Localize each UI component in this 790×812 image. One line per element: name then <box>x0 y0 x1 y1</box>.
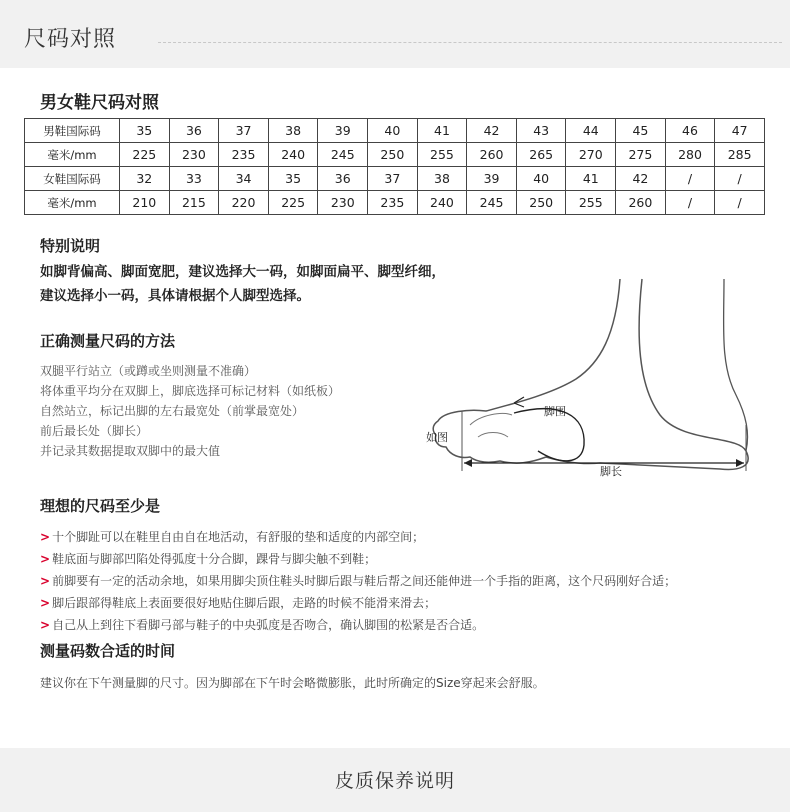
bullet-marker: > <box>40 552 51 566</box>
ideal-size-title: 理想的尺码至少是 <box>40 497 161 515</box>
size-cell: 37 <box>219 119 269 143</box>
measure-step: 前后最长处（脚长） <box>40 424 149 438</box>
ideal-item-text: 前脚要有一定的活动余地，如果用脚尖顶住鞋头时脚后跟与鞋后帮之间还能伸进一个手指的距离，这个尺码刚好合适； <box>52 574 677 588</box>
special-note-line-2: 建议选择小一码，具体请根据个人脚型选择。 <box>40 288 310 304</box>
size-chart-title: 男女鞋尺码对照 <box>40 93 159 113</box>
foot-outline <box>433 279 748 469</box>
size-cell: 42 <box>467 119 517 143</box>
ideal-item-text: 脚后跟部得鞋底上表面要很好地贴住脚后跟，走路的时候不能滑来滑去； <box>52 596 437 610</box>
as-shown-label: 如图 <box>426 431 448 444</box>
size-row-label: 毫米/mm <box>25 143 120 167</box>
size-cell: 260 <box>616 191 666 215</box>
ideal-item <box>40 528 424 545</box>
size-cell: 250 <box>516 191 566 215</box>
size-cell: 240 <box>417 191 467 215</box>
bullet-marker: > <box>40 530 51 544</box>
measure-time-text: 建议你在下午测量脚的尺寸。因为脚部在下午时会略微膨胀，此时所确定的Size穿起来会舒服。 <box>40 676 545 690</box>
size-cell: 42 <box>616 167 666 191</box>
bullet-marker: > <box>40 618 51 632</box>
measure-step: 将体重平均分在双脚上，脚底选择可标记材料（如纸板） <box>40 384 341 398</box>
size-cell: 38 <box>417 167 467 191</box>
size-cell: 33 <box>169 167 219 191</box>
size-cell: 39 <box>467 167 517 191</box>
size-cell: 47 <box>715 119 765 143</box>
ideal-item-text: 十个脚趾可以在鞋里自由自在地活动，有舒服的垫和适度的内部空间； <box>52 530 425 544</box>
size-row <box>25 191 765 215</box>
size-cell: 39 <box>318 119 368 143</box>
ideal-item-text: 自己从上到往下看脚弓部与鞋子的中央弧度是否吻合，确认脚围的松紧是否合适。 <box>52 618 485 632</box>
size-cell: 34 <box>219 167 269 191</box>
size-cell: 285 <box>715 143 765 167</box>
page-title: 尺码对照 <box>24 27 117 52</box>
measure-step: 自然站立，标记出脚的左右最宽处（前掌最宽处） <box>40 404 305 418</box>
size-cell: 44 <box>566 119 616 143</box>
special-note-title: 特别说明 <box>40 237 101 255</box>
ideal-item-text: 鞋底面与脚部凹陷处得弧度十分合脚，踝骨与脚尖触不到鞋； <box>52 552 377 566</box>
toe-line <box>470 413 512 425</box>
ideal-item <box>40 594 436 611</box>
size-cell: 32 <box>120 167 170 191</box>
size-cell: 220 <box>219 191 269 215</box>
size-cell: 235 <box>219 143 269 167</box>
size-cell: 280 <box>665 143 715 167</box>
heel-outline <box>724 279 748 451</box>
size-cell: / <box>715 167 765 191</box>
size-cell: 210 <box>120 191 170 215</box>
girth-label: 脚围 <box>544 405 566 418</box>
size-cell: 40 <box>368 119 418 143</box>
size-chart-table <box>24 118 765 215</box>
size-cell: 40 <box>516 167 566 191</box>
size-row <box>25 143 765 167</box>
size-cell: 35 <box>268 167 318 191</box>
size-cell: 43 <box>516 119 566 143</box>
measure-step: 双腿平行站立（或蹲或坐则测量不准确） <box>40 364 257 378</box>
toe-line <box>478 433 508 438</box>
size-cell: 215 <box>169 191 219 215</box>
size-row-label: 男鞋国际码 <box>25 119 120 143</box>
size-row-label: 毫米/mm <box>25 191 120 215</box>
size-cell: 245 <box>467 191 517 215</box>
ideal-item <box>40 572 676 589</box>
header-divider <box>158 42 782 43</box>
length-arrow-left <box>464 459 472 467</box>
size-cell: 250 <box>368 143 418 167</box>
size-cell: 275 <box>616 143 666 167</box>
size-cell: 270 <box>566 143 616 167</box>
size-row-label: 女鞋国际码 <box>25 167 120 191</box>
size-cell: 225 <box>120 143 170 167</box>
footer-title: 皮质保养说明 <box>334 770 455 792</box>
bullet-marker: > <box>40 596 51 610</box>
size-cell: 46 <box>665 119 715 143</box>
size-cell: 240 <box>268 143 318 167</box>
size-cell: 230 <box>169 143 219 167</box>
size-cell: 36 <box>318 167 368 191</box>
size-row <box>25 119 765 143</box>
size-cell: 255 <box>566 191 616 215</box>
size-cell: 225 <box>268 191 318 215</box>
measure-method-title: 正确测量尺码的方法 <box>40 332 176 350</box>
size-cell: 265 <box>516 143 566 167</box>
header-bar <box>0 0 790 68</box>
measure-time-title: 测量码数合适的时间 <box>40 642 176 660</box>
size-cell: 45 <box>616 119 666 143</box>
bullet-marker: > <box>40 574 51 588</box>
foot-measure-illustration <box>420 275 760 485</box>
size-cell: 245 <box>318 143 368 167</box>
size-cell: 260 <box>467 143 517 167</box>
size-cell: / <box>665 167 715 191</box>
size-cell: 235 <box>368 191 418 215</box>
measure-step: 并记录其数据提取双脚中的最大值 <box>40 444 221 458</box>
size-cell: 255 <box>417 143 467 167</box>
size-cell: / <box>665 191 715 215</box>
size-cell: 41 <box>566 167 616 191</box>
size-cell: 230 <box>318 191 368 215</box>
special-note-line-1: 如脚背偏高、脚面宽肥，建议选择大一码，如脚面扁平、脚型纤细， <box>40 264 445 280</box>
length-label: 脚长 <box>600 465 622 478</box>
footer-bar <box>0 748 790 812</box>
ideal-item <box>40 550 376 567</box>
length-arrow-right <box>736 459 744 467</box>
size-cell: 41 <box>417 119 467 143</box>
size-cell: / <box>715 191 765 215</box>
size-row <box>25 167 765 191</box>
ideal-item <box>40 616 484 633</box>
size-cell: 38 <box>268 119 318 143</box>
size-cell: 37 <box>368 167 418 191</box>
size-cell: 35 <box>120 119 170 143</box>
size-cell: 36 <box>169 119 219 143</box>
